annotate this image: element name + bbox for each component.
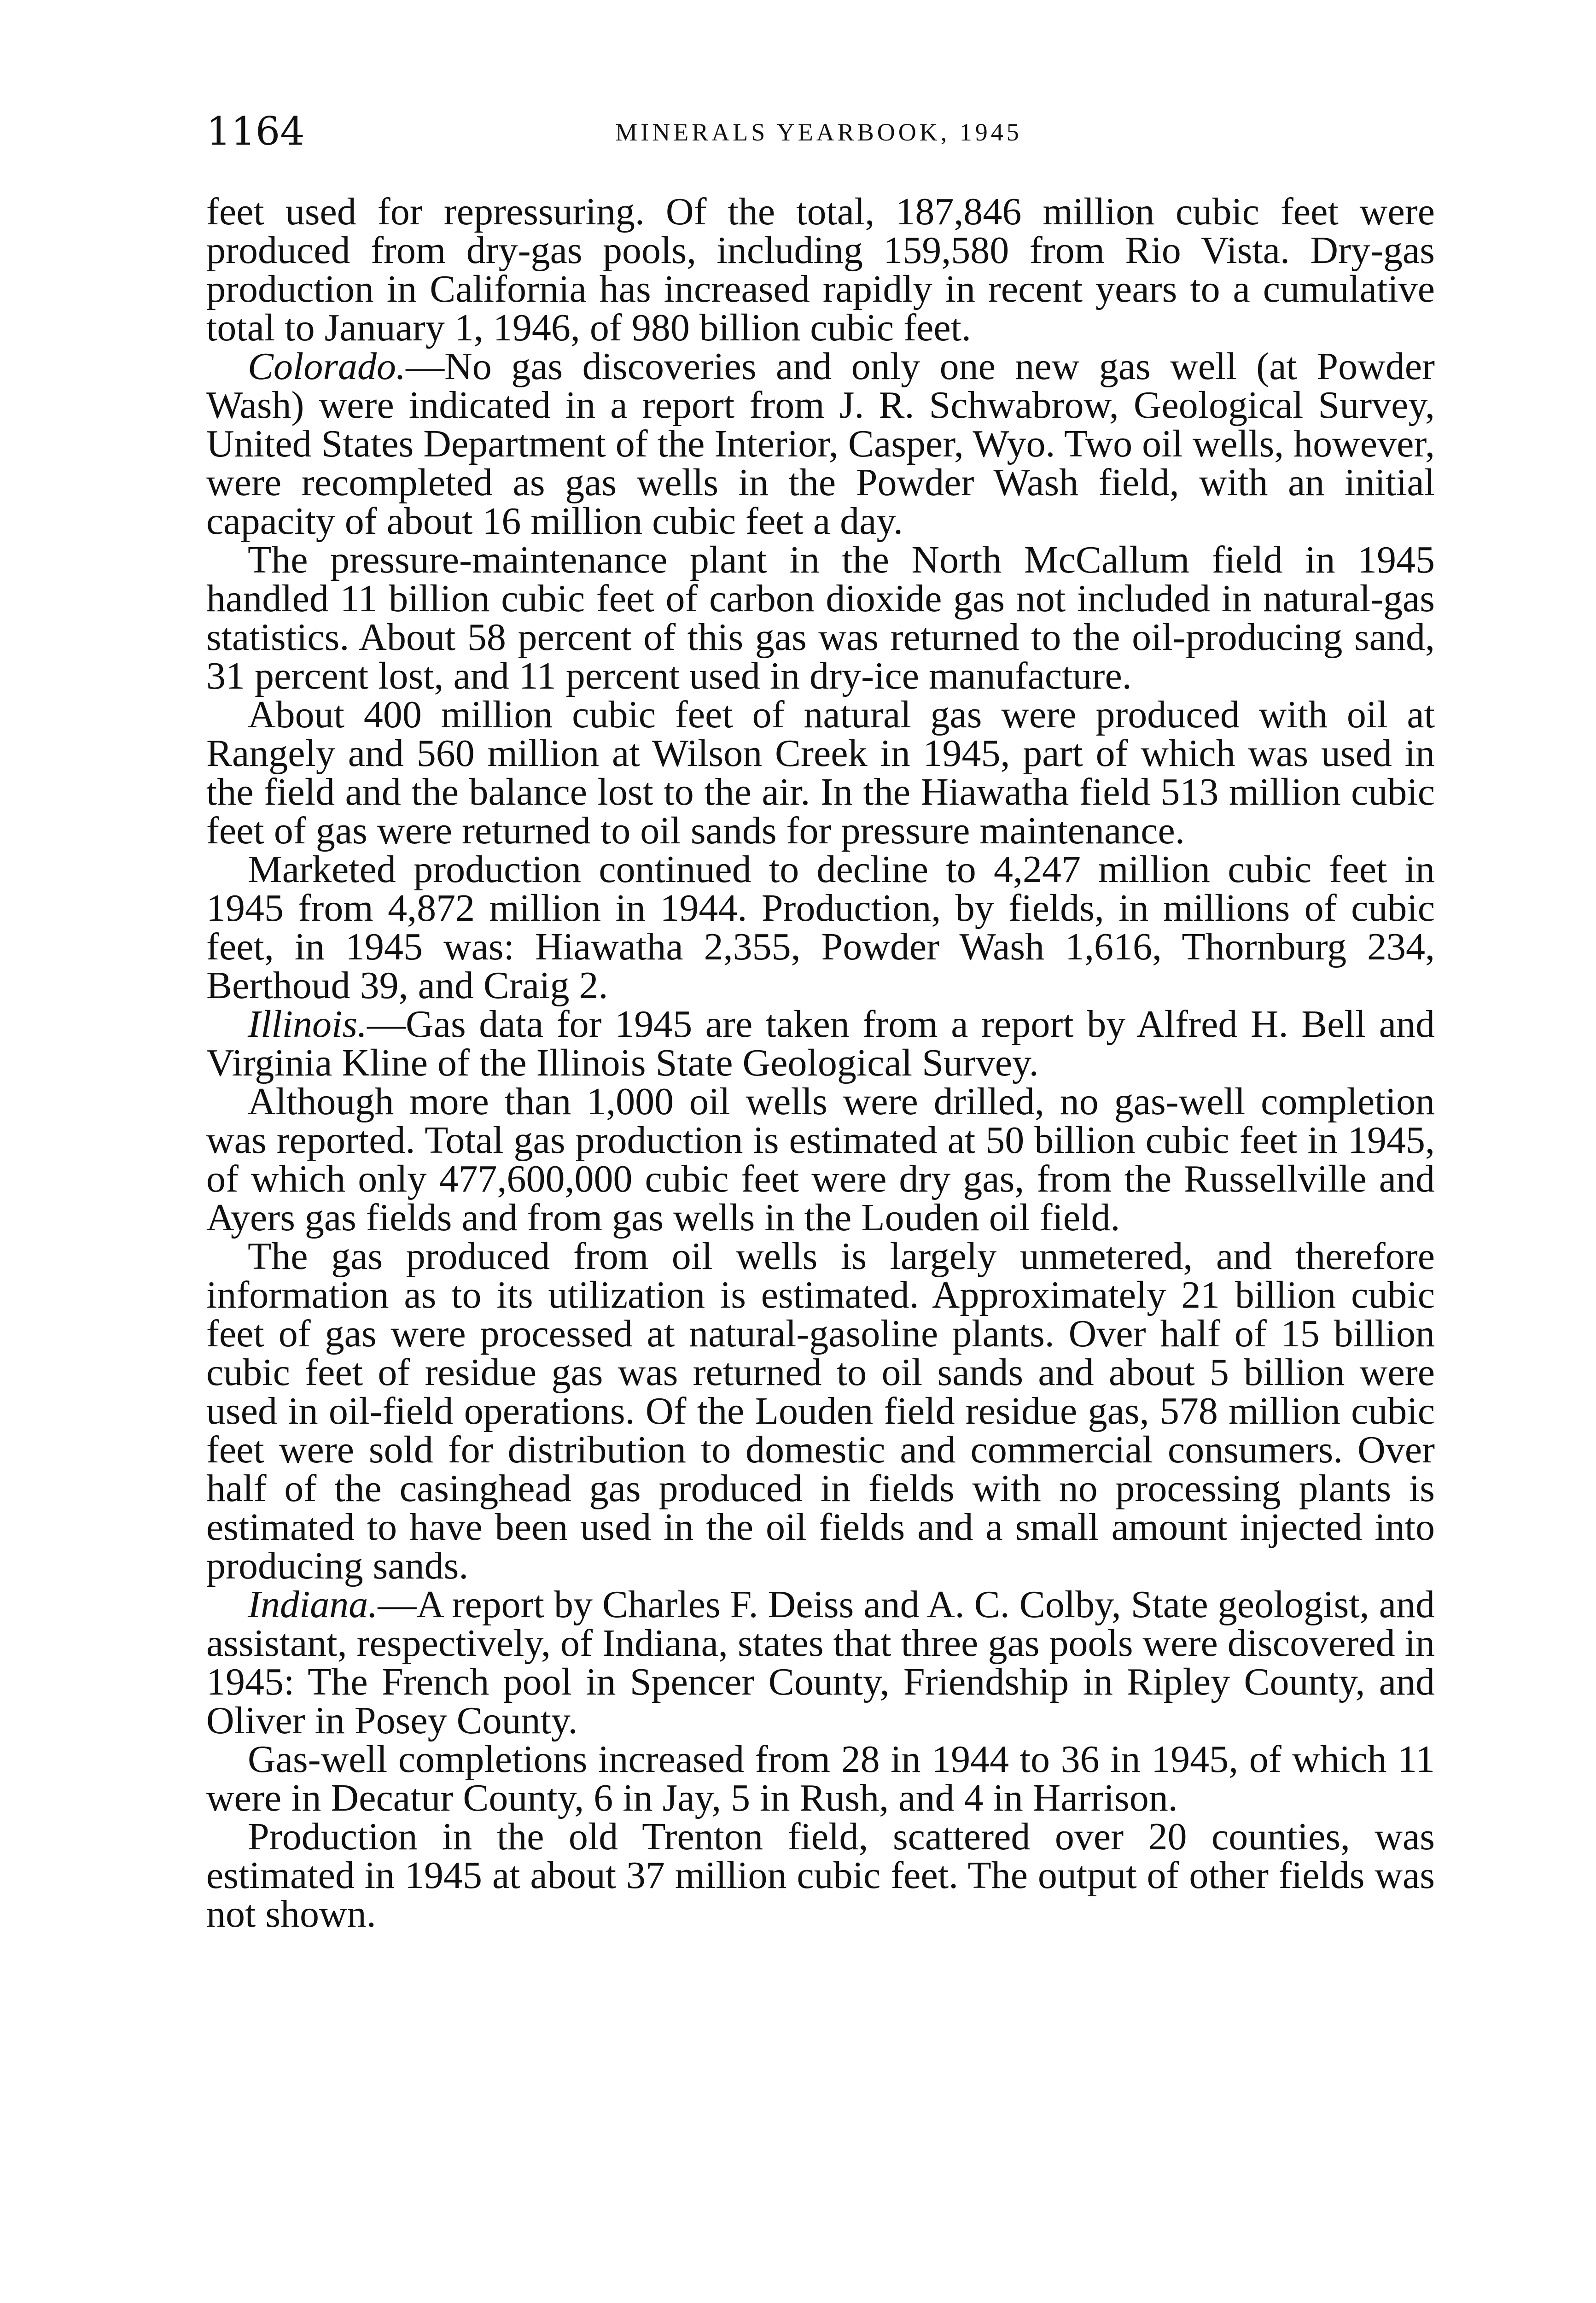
paragraph-text: —No gas discoveries and only one new gas well (at Powder Wash) were indicated in a report from J. R. Schwabrow, Geological Survey, United States Department of the Interior, Casper, Wyo. Two oil wells, however, were recompleted as gas wells in the Powder Wash field, with an initial capacity of about 16 million cubic feet a day. [206,345,1435,543]
paragraph-illinois [206,1005,1435,1082]
paragraph-text: —A report by Charles F. Deiss and A. C. Colby, State geologist, and assistant, respectively, of Indiana, states that three gas pools were discovered in 1945: The French pool in Spencer County, Friendship in Ripley County, and Oliver in Posey County. [206,1583,1435,1742]
paragraph-text: Although more than 1,000 oil wells were drilled, no gas-well completion was reported. Total gas production is estimated at 50 billion cubic feet in 1945, of which only 477,600,000 cubic feet were dry gas, from the Russellville and Ayers gas fields and from gas wells in the Louden oil field. [206,1080,1435,1239]
paragraph-text: feet used for repressuring. Of the total, 187,846 million cubic feet were produced from dry-gas pools, including 159,580 from Rio Vista. Dry-gas production in California has increased rapidly in recent years to a cumulative total to January 1, 1946, of 980 billion cubic feet. [206,190,1435,349]
paragraph-rangely [206,693,1435,852]
page-number: 1164 [206,109,305,154]
paragraph-indiana [206,1585,1435,1740]
paragraph-colorado [206,347,1435,541]
paragraph-text: Production in the old Trenton field, scattered over 20 counties, was estimated in 1945 at about 37 million cubic feet. The output of other fields was not shown. [206,1815,1435,1935]
paragraph-text: The pressure-maintenance plant in the North McCallum field in 1945 handled 11 billion cubic feet of carbon dioxide gas not included in natural-gas statistics. About 58 percent of this gas was returned to the oil-producing sand, 31 percent lost, and 11 percent used in dry-ice manufacture. [206,538,1435,697]
paragraph-indiana-completions [206,1740,1435,1818]
body-text [206,190,1435,1935]
running-head: MINERALS YEARBOOK, 1945 [615,118,1022,146]
paragraph-california-continued [206,190,1435,349]
paragraph-trenton [206,1815,1435,1935]
page-header [206,111,1431,152]
section-lead-illinois: Illinois. [248,1003,367,1046]
paragraph-illinois-wells [206,1082,1435,1237]
paragraph-text: Gas-well completions increased from 28 in 1944 to 36 in 1945, of which 11 were in Decatur County, 6 in Jay, 5 in Rush, and 4 in Harrison. [206,1738,1435,1819]
paragraph-text: The gas produced from oil wells is largely unmetered, and therefore information as to its utilization is estimated. Approximately 21 billion cubic feet of gas were processed at natural-gasoline plants. Over half of 15 billion cubic feet of residue gas was returned to oil sands and about 5 billion were used in oil-field operations. Of the Louden field residue gas, 578 million cubic feet were sold for distribution to domestic and commercial consumers. Over half of the casinghead gas produced in fields with no processing plants is estimated to have been used in the oil fields and a small amount injected into producing sands. [206,1235,1435,1587]
paragraph-marketed-production [206,850,1435,1005]
paragraph-north-mccallum [206,538,1435,697]
paragraph-text: About 400 million cubic feet of natural gas were produced with oil at Rangely and 560 million at Wilson Creek in 1945, part of which was used in the field and the balance lost to the air. In the Hiawatha field 513 million cubic feet of gas were returned to oil sands for pressure maintenance. [206,693,1435,852]
section-lead-indiana: Indiana. [248,1583,378,1626]
section-lead-colorado: Colorado. [248,345,406,388]
paragraph-text: —Gas data for 1945 are taken from a report by Alfred H. Bell and Virginia Kline of the Illinois State Geological Survey. [206,1003,1435,1084]
paragraph-text: Marketed production continued to decline to 4,247 million cubic feet in 1945 from 4,872 million in 1944. Production, by fields, in millions of cubic feet, in 1945 was: Hiawatha 2,355, Powder Wash 1,616, Thornburg 234, Berthoud 39, and Craig 2. [206,848,1435,1007]
paragraph-illinois-utilization [206,1237,1435,1585]
